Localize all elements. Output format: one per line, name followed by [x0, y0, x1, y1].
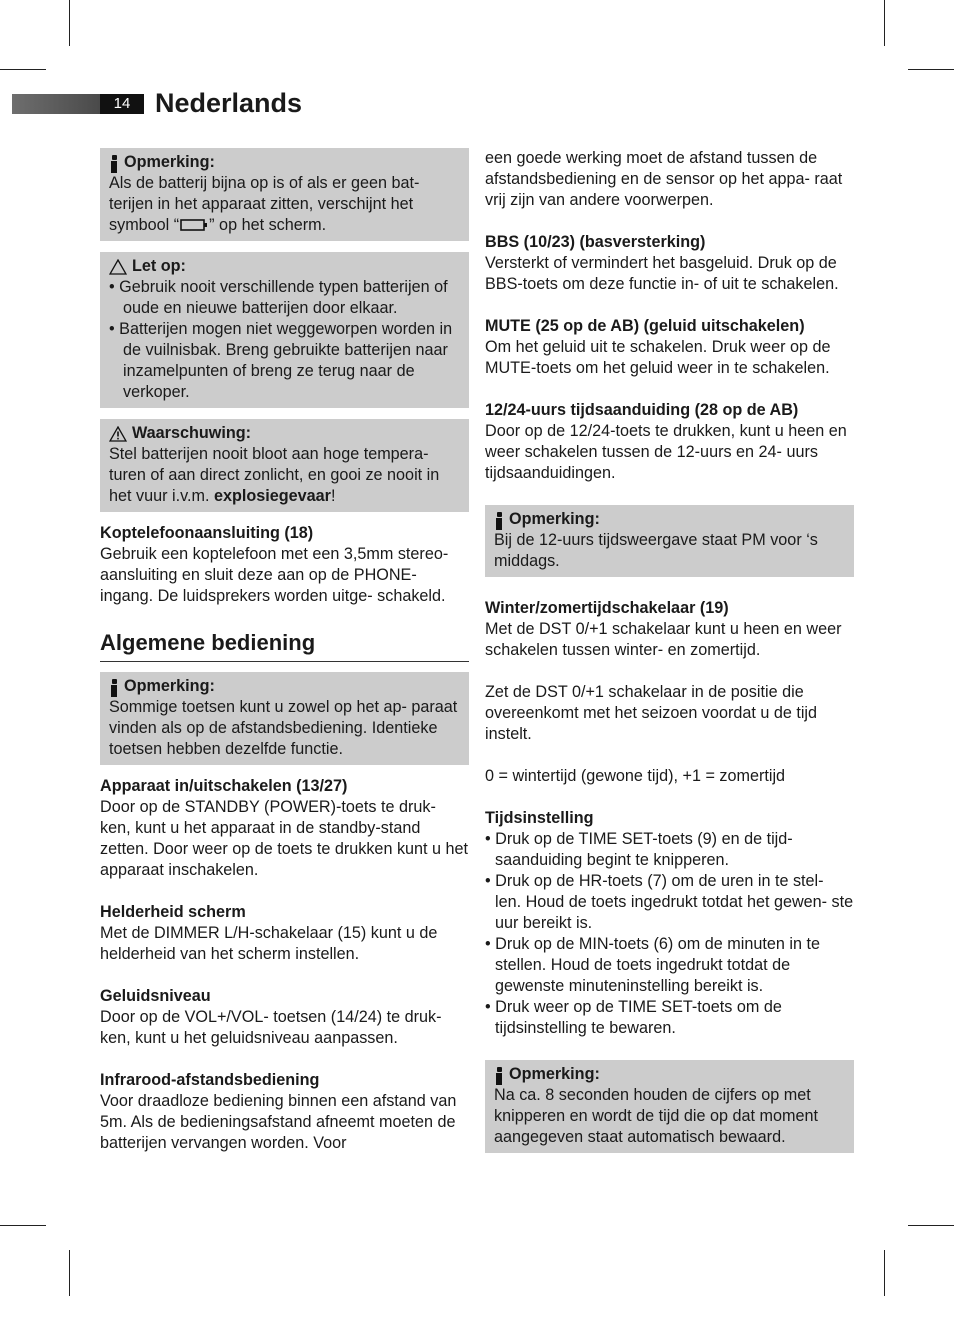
section-brightness	[100, 902, 469, 965]
right-column	[485, 148, 854, 1164]
section-title: Helderheid scherm	[100, 903, 246, 921]
section-headphone	[100, 523, 469, 607]
section-text: 0 = wintertijd (gewone tijd), +1 = zomertijd	[485, 767, 786, 785]
section-time-setting	[485, 808, 854, 1039]
general-heading: Algemene bediening	[100, 629, 469, 662]
section-remote	[100, 1070, 469, 1154]
note-text: Na ca. 8 seconden houden de cijfers op met knipperen en wordt de tijd die op dat moment aangegeven staat automatisch bewaard.	[494, 1086, 818, 1146]
section-text: Versterkt of vermindert het basgeluid. Druk op de BBS-toets om deze functie in- of uit te schakelen.	[485, 254, 839, 293]
crop-mark	[0, 1225, 46, 1226]
list-item: • Druk op de MIN-toets (6) om de minuten in te stellen. Houd de toets ingedrukt totdat de gewenste minuteninstelling bereikt is.	[485, 935, 820, 995]
warning-text: Stel batterijen nooit bloot aan hoge tempera- turen of aan direct zonlicht, en gooi ze nooit in het vuur i.v.m. explosiegevaar!	[109, 445, 440, 505]
section-text: Met de DST 0/+1 schakelaar kunt u heen en weer schakelen tussen winter- en zomertijd.	[485, 620, 842, 659]
section-bbs	[485, 232, 854, 295]
note-keys-box	[100, 672, 469, 765]
crop-mark	[884, 0, 885, 46]
left-column	[100, 148, 469, 1154]
crop-mark	[69, 1250, 70, 1296]
caution-title: Let op:	[132, 257, 186, 275]
section-title: 12/24-uurs tijdsaanduiding (28 op de AB)	[485, 401, 799, 419]
section-dst	[485, 598, 854, 787]
caution-triangle-icon	[109, 259, 127, 275]
info-icon	[494, 512, 504, 528]
header-bar	[12, 94, 100, 114]
section-text: Zet de DST 0/+1 schakelaar in de positie die overeenkomt met het seizoen voordat u de tijd instelt.	[485, 683, 818, 743]
warning-box	[100, 419, 469, 512]
battery-icon	[180, 218, 208, 232]
note-text: Sommige toetsen kunt u zowel op het ap- paraat vinden als op de afstandsbediening. Identieke toetsen hebben dezelfde functie.	[109, 698, 458, 758]
list-item: • Druk op de TIME SET-toets (9) en de tijd- saanduiding begint te knipperen.	[485, 830, 793, 869]
note-title: Opmerking:	[124, 677, 215, 695]
section-text: Door op de VOL+/VOL- toetsen (14/24) te druk- ken, kunt u het geluidsniveau aanpassen.	[100, 1008, 442, 1047]
list-item: • Batterijen mogen niet weggeworpen worden in de vuilnisbak. Breng gebruikte batterijen naar inzamelpunten of breng ze terug naar de verkoper.	[109, 320, 453, 401]
section-power	[100, 776, 469, 881]
section-remote-continued	[485, 148, 854, 211]
section-text: Door op de STANDBY (POWER)-toets te druk- ken, kunt u het apparaat in de standby-stand zetten. Door weer op de toets te drukken kunt u het apparaat inschakelen.	[100, 798, 469, 879]
section-text: een goede werking moet de afstand tussen de afstandsbediening en de sensor op het appa- raat vrij zijn van andere voorwerpen.	[485, 149, 843, 209]
list-item: • Druk op de HR-toets (7) om de uren in te stel- len. Houd de toets ingedrukt totdat het gewen- ste uur bereikt is.	[485, 872, 854, 932]
caution-box	[100, 252, 469, 408]
section-title: MUTE (25 op de AB) (geluid uitschakelen)	[485, 317, 805, 335]
section-title: Winter/zomertijdschakelaar (19)	[485, 599, 729, 617]
info-icon	[109, 155, 119, 171]
note-pm-box	[485, 505, 854, 577]
note-autosave-box	[485, 1060, 854, 1153]
section-title: Tijdsinstelling	[485, 809, 594, 827]
section-text: Door op de 12/24-toets te drukken, kunt u heen en weer schakelen tussen de 12-uurs en 24- uurs tijdsaanduidingen.	[485, 422, 847, 482]
list-item: • Gebruik nooit verschillende typen batterijen of oude en nieuwe batterijen door elkaar.	[109, 278, 448, 317]
crop-mark	[908, 69, 954, 70]
note-text: Als de batterij bijna op is of als er geen bat- terijen in het apparaat zitten, verschijnt het symbool “ ” op het scherm.	[109, 174, 420, 234]
warning-title: Waarschuwing:	[132, 424, 252, 442]
crop-mark	[908, 1225, 954, 1226]
section-text: Voor draadloze bediening binnen een afstand van 5m. Als de bedieningsafstand afneemt moeten de batterijen vervangen worden. Voor	[100, 1092, 457, 1152]
info-icon	[494, 1067, 504, 1083]
crop-mark	[0, 69, 46, 70]
section-title: Apparaat in/uitschakelen (13/27)	[100, 777, 348, 795]
info-icon	[109, 679, 119, 695]
section-text: Met de DIMMER L/H-schakelaar (15) kunt u de helderheid van het scherm instellen.	[100, 924, 438, 963]
note-title: Opmerking:	[509, 510, 600, 528]
section-clock-mode	[485, 400, 854, 484]
note-title: Opmerking:	[509, 1065, 600, 1083]
warning-triangle-icon	[109, 426, 127, 442]
section-title: Infrarood-afstandsbediening	[100, 1071, 320, 1089]
list-item: • Druk weer op de TIME SET-toets om de tijdsinstelling te bewaren.	[485, 998, 782, 1037]
section-text: Om het geluid uit te schakelen. Druk weer op de MUTE-toets om het geluid weer in te schakelen.	[485, 338, 831, 377]
crop-mark	[884, 1250, 885, 1296]
section-title: Koptelefoonaansluiting (18)	[100, 524, 314, 542]
section-volume	[100, 986, 469, 1049]
section-mute	[485, 316, 854, 379]
page-title: Nederlands	[155, 88, 303, 118]
section-title: BBS (10/23) (basversterking)	[485, 233, 706, 251]
section-text: Gebruik een koptelefoon met een 3,5mm stereo-aansluiting en sluit deze aan op de PHONE-ingang. De luidsprekers worden uitge- schakeld.	[100, 545, 449, 605]
page-number: 14	[100, 94, 144, 114]
note-title: Opmerking:	[124, 153, 215, 171]
crop-mark	[69, 0, 70, 46]
note-text: Bij de 12-uurs tijdsweergave staat PM voor ‘s middags.	[494, 531, 818, 570]
note-battery-box	[100, 148, 469, 241]
section-title: Geluidsniveau	[100, 987, 211, 1005]
